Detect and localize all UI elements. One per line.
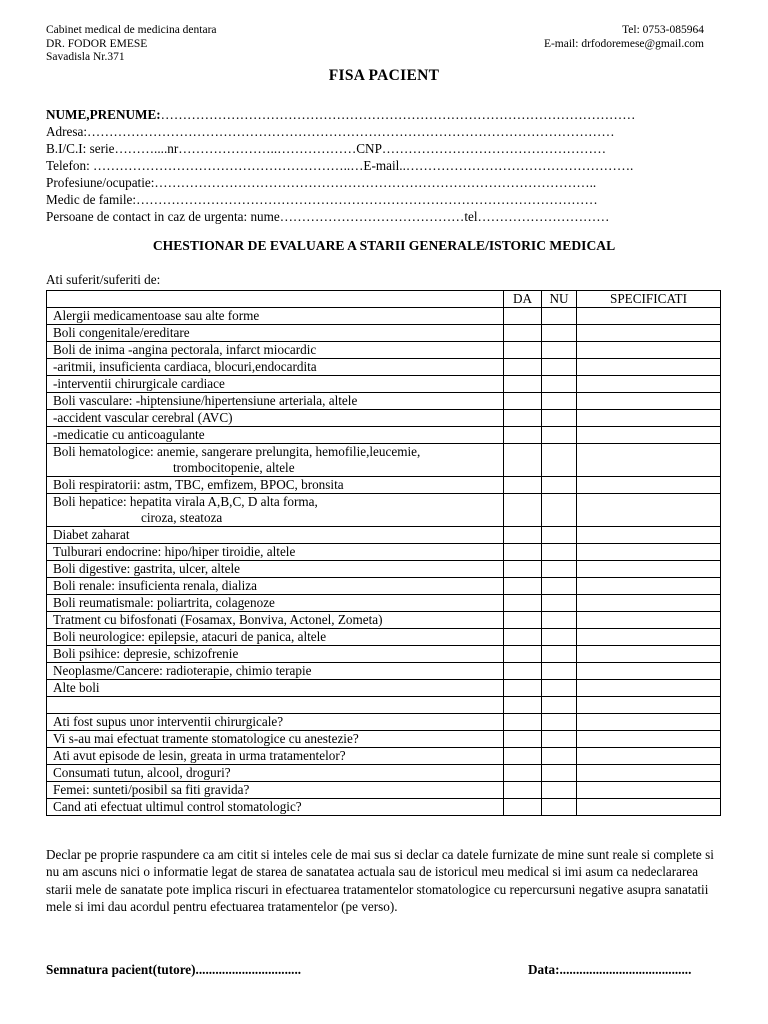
table-row — [47, 427, 721, 444]
question-text: Boli digestive: gastrita, ulcer, altele — [53, 561, 240, 576]
nu-checkbox-cell[interactable] — [542, 527, 577, 544]
da-checkbox-cell[interactable] — [504, 663, 542, 680]
question-cell — [47, 612, 504, 629]
specificati-cell[interactable] — [577, 444, 721, 477]
da-checkbox-cell[interactable] — [504, 342, 542, 359]
question-cell — [47, 714, 504, 731]
question-cell — [47, 427, 504, 444]
family-doctor-field[interactable]: Medic de famile:…………………………………………………………………………………………… — [46, 192, 598, 207]
clinic-email: E-mail: drfodoremese@gmail.com — [543, 37, 704, 50]
nu-checkbox-cell[interactable] — [542, 612, 577, 629]
question-cell — [47, 376, 504, 393]
da-checkbox-cell[interactable] — [504, 494, 542, 527]
id-field[interactable]: B.I/C.I: serie………....nr…………………..………………CNP…………………………………………… — [46, 141, 607, 156]
table-row — [47, 629, 721, 646]
nu-checkbox-cell[interactable] — [542, 765, 577, 782]
question-text — [53, 697, 503, 713]
table-row — [47, 765, 721, 782]
specificati-cell[interactable] — [577, 376, 721, 393]
question-text: -accident vascular cerebral (AVC) — [53, 410, 233, 425]
specificati-cell[interactable] — [577, 393, 721, 410]
specificati-cell[interactable] — [577, 697, 721, 714]
da-checkbox-cell[interactable] — [504, 799, 542, 816]
specificati-cell[interactable] — [577, 477, 721, 494]
contact-header — [544, 24, 704, 51]
clinic-address: Savadisla Nr.371 — [46, 51, 125, 63]
da-checkbox-cell[interactable] — [504, 782, 542, 799]
question-text: Vi s-au mai efectuat tramente stomatologice cu anestezie? — [53, 731, 359, 746]
clinic-header — [46, 24, 217, 65]
name-dots: ……………………………………………………………………………………………… — [160, 107, 636, 122]
doctor-name: DR. FODOR EMESE — [46, 37, 148, 50]
specificati-cell[interactable] — [577, 342, 721, 359]
nu-checkbox-cell[interactable] — [542, 410, 577, 427]
specificati-cell[interactable] — [577, 595, 721, 612]
table-row — [47, 308, 721, 325]
table-row — [47, 561, 721, 578]
nu-checkbox-cell[interactable] — [542, 799, 577, 816]
question-text: Ati fost supus unor interventii chirurgicale? — [53, 714, 284, 729]
patient-signature[interactable]: Semnatura pacient(tutore)................................ — [46, 962, 302, 977]
specificati-cell[interactable] — [577, 561, 721, 578]
nu-checkbox-cell[interactable] — [542, 697, 577, 714]
nu-checkbox-cell[interactable] — [542, 731, 577, 748]
question-text: -interventii chirurgicale cardiace — [53, 376, 225, 391]
questionnaire-title: CHESTIONAR DE EVALUARE A STARII GENERALE/ISTORIC MEDICAL — [152, 238, 616, 253]
question-text: ciroza, steatoza — [141, 510, 223, 525]
da-checkbox-cell[interactable] — [504, 325, 542, 342]
question-text: Ati avut episode de lesin, greata in urma tratamentelor? — [53, 748, 346, 763]
specificati-cell[interactable] — [577, 578, 721, 595]
question-text: Diabet zaharat — [53, 527, 130, 542]
question-text: Boli de inima -angina pectorala, infarct miocardic — [53, 342, 317, 357]
specificati-cell[interactable] — [577, 494, 721, 527]
specificati-cell[interactable] — [577, 527, 721, 544]
table-row — [47, 494, 721, 527]
specificati-cell[interactable] — [577, 748, 721, 765]
question-cell — [47, 410, 504, 427]
nu-checkbox-cell[interactable] — [542, 308, 577, 325]
question-text: Cand ati efectuat ultimul control stomatologic? — [53, 799, 302, 814]
specificati-cell[interactable] — [577, 799, 721, 816]
table-row — [47, 697, 721, 714]
question-cell — [47, 527, 504, 544]
question-text: Boli vasculare: -hiptensiune/hipertensiune arteriala, altele — [53, 393, 358, 408]
table-row — [47, 325, 721, 342]
nu-checkbox-cell[interactable] — [542, 376, 577, 393]
table-row — [47, 410, 721, 427]
da-checkbox-cell[interactable] — [504, 410, 542, 427]
specificati-cell[interactable] — [577, 782, 721, 799]
da-checkbox-cell[interactable] — [504, 680, 542, 697]
question-text: Alte boli — [53, 680, 100, 695]
phone-field[interactable]: Telefon: …………………………………………………..…E-mail..……………………………………………. — [46, 158, 634, 173]
question-cell — [47, 477, 504, 494]
table-row — [47, 799, 721, 816]
question-text: Tulburari endocrine: hipo/hiper tiroidie, altele — [53, 544, 296, 559]
nu-checkbox-cell[interactable] — [542, 680, 577, 697]
medical-history-table — [46, 290, 721, 816]
question-cell — [47, 765, 504, 782]
nu-checkbox-cell[interactable] — [542, 393, 577, 410]
specificati-cell[interactable] — [577, 646, 721, 663]
question-text: Neoplasme/Cancere: radioterapie, chimio terapie — [53, 663, 312, 678]
table-row — [47, 359, 721, 376]
question-text: Boli reumatismale: poliartrita, colagenoze — [53, 595, 275, 610]
nu-checkbox-cell[interactable] — [542, 444, 577, 477]
table-row — [47, 612, 721, 629]
specificati-cell[interactable] — [577, 663, 721, 680]
da-checkbox-cell[interactable] — [504, 359, 542, 376]
nu-checkbox-cell[interactable] — [542, 748, 577, 765]
da-checkbox-cell[interactable] — [504, 595, 542, 612]
header-question-cell — [47, 291, 504, 308]
question-text: Tratment cu bifosfonati (Fosamax, Bonviva, Actonel, Zometa) — [53, 612, 383, 627]
clinic-name: Cabinet medical de medicina dentara — [46, 24, 217, 36]
address-field[interactable]: Adresa:………………………………………………………………………………………………………… — [46, 124, 615, 139]
nu-checkbox-cell[interactable] — [542, 359, 577, 376]
name-label: NUME,PRENUME: — [46, 107, 161, 122]
table-row — [47, 646, 721, 663]
da-checkbox-cell[interactable] — [504, 527, 542, 544]
question-text: trombocitopenie, altele — [173, 460, 295, 475]
da-checkbox-cell[interactable] — [504, 765, 542, 782]
table-row — [47, 376, 721, 393]
specificati-cell[interactable] — [577, 612, 721, 629]
specificati-cell[interactable] — [577, 714, 721, 731]
question-cell — [47, 748, 504, 765]
nu-checkbox-cell[interactable] — [542, 595, 577, 612]
question-cell — [47, 561, 504, 578]
nu-checkbox-cell[interactable] — [542, 646, 577, 663]
specificati-cell[interactable] — [577, 544, 721, 561]
question-text: Consumati tutun, alcool, droguri? — [53, 765, 231, 780]
question-cell — [47, 799, 504, 816]
nu-checkbox-cell[interactable] — [542, 578, 577, 595]
da-checkbox-cell[interactable] — [504, 308, 542, 325]
nu-checkbox-cell[interactable] — [542, 325, 577, 342]
table-row — [47, 663, 721, 680]
header-nu: NU — [542, 291, 577, 308]
question-text: Alergii medicamentoase sau alte forme — [53, 308, 260, 323]
table-row — [47, 714, 721, 731]
question-cell — [47, 731, 504, 748]
header-da: DA — [504, 291, 542, 308]
table-row — [47, 680, 721, 697]
table-row — [47, 477, 721, 494]
patient-fields — [46, 106, 710, 225]
da-checkbox-cell[interactable] — [504, 697, 542, 714]
question-text: Boli respiratorii: astm, TBC, emfizem, BPOC, bronsita — [53, 477, 344, 492]
question-text: -aritmii, insuficienta cardiaca, blocuri,endocardita — [53, 359, 317, 374]
da-checkbox-cell[interactable] — [504, 646, 542, 663]
nu-checkbox-cell[interactable] — [542, 544, 577, 561]
question-cell — [47, 393, 504, 410]
question-cell — [47, 325, 504, 342]
specificati-cell[interactable] — [577, 765, 721, 782]
table-row — [47, 444, 721, 477]
specificati-cell[interactable] — [577, 731, 721, 748]
nu-checkbox-cell[interactable] — [542, 427, 577, 444]
question-cell — [47, 494, 504, 527]
questionnaire-intro: Ati suferit/suferiti de: — [46, 272, 161, 287]
specificati-cell[interactable] — [577, 427, 721, 444]
profession-field[interactable]: Profesiune/ocupatie:……………………………………………………………………………………….. — [46, 175, 597, 190]
table-row — [47, 393, 721, 410]
question-cell — [47, 680, 504, 697]
da-checkbox-cell[interactable] — [504, 393, 542, 410]
form-title: FISA PACIENT — [328, 67, 440, 84]
question-cell — [47, 342, 504, 359]
nu-checkbox-cell[interactable] — [542, 477, 577, 494]
question-cell — [47, 782, 504, 799]
nu-checkbox-cell[interactable] — [542, 782, 577, 799]
table-row — [47, 595, 721, 612]
nu-checkbox-cell[interactable] — [542, 342, 577, 359]
header-specificati: SPECIFICATI — [577, 291, 721, 308]
da-checkbox-cell[interactable] — [504, 477, 542, 494]
question-cell — [47, 359, 504, 376]
name-field[interactable] — [46, 106, 710, 123]
da-checkbox-cell[interactable] — [504, 561, 542, 578]
specificati-cell[interactable] — [577, 359, 721, 376]
specificati-cell[interactable] — [577, 410, 721, 427]
question-cell — [47, 578, 504, 595]
declaration-text: Declar pe proprie raspundere ca am citit si inteles cele de mai sus si declar ca datele furnizate de mine sunt reale si complete si nu am ascuns nici o informatie legat de starea de sanatatea actuala sau de istoricul meu medical si imi asum ca nedeclararea starii mele de sanatate pote implica riscuri in efectuarea tratamentelor stomatologice cu repercursuni negative asupra sanatatii mele si imi dau acordul pentru efectuarea tratamentelor (pe verso). — [46, 847, 714, 915]
question-cell — [47, 595, 504, 612]
table-row — [47, 342, 721, 359]
table-row — [47, 782, 721, 799]
question-cell — [47, 544, 504, 561]
signature-date[interactable]: Data:........................................ — [528, 962, 692, 977]
da-checkbox-cell[interactable] — [504, 444, 542, 477]
question-text: Boli psihice: depresie, schizofrenie — [53, 646, 239, 661]
question-text: -medicatie cu anticoagulante — [53, 427, 205, 442]
da-checkbox-cell[interactable] — [504, 427, 542, 444]
nu-checkbox-cell[interactable] — [542, 561, 577, 578]
question-text: Boli hepatice: hepatita virala A,B,C, D alta forma, — [53, 494, 318, 509]
question-text: Boli neurologice: epilepsie, atacuri de panica, altele — [53, 629, 327, 644]
table-row — [47, 527, 721, 544]
question-cell — [47, 697, 504, 714]
da-checkbox-cell[interactable] — [504, 714, 542, 731]
table-row — [47, 731, 721, 748]
specificati-cell[interactable] — [577, 308, 721, 325]
specificati-cell[interactable] — [577, 680, 721, 697]
nu-checkbox-cell[interactable] — [542, 629, 577, 646]
table-row — [47, 748, 721, 765]
da-checkbox-cell[interactable] — [504, 578, 542, 595]
da-checkbox-cell[interactable] — [504, 544, 542, 561]
question-text: Boli renale: insuficienta renala, dializa — [53, 578, 257, 593]
nu-checkbox-cell[interactable] — [542, 714, 577, 731]
da-checkbox-cell[interactable] — [504, 731, 542, 748]
da-checkbox-cell[interactable] — [504, 376, 542, 393]
da-checkbox-cell[interactable] — [504, 612, 542, 629]
question-cell — [47, 444, 504, 477]
da-checkbox-cell[interactable] — [504, 629, 542, 646]
nu-checkbox-cell[interactable] — [542, 663, 577, 680]
question-cell — [47, 308, 504, 325]
table-row — [47, 544, 721, 561]
question-cell — [47, 663, 504, 680]
question-text: Femei: sunteti/posibil sa fiti gravida? — [53, 782, 250, 797]
table-header-row — [47, 291, 721, 308]
question-text: Boli hematologice: anemie, sangerare prelungita, hemofilie,leucemie, — [53, 444, 421, 459]
table-row — [47, 578, 721, 595]
emergency-contact-field[interactable]: Persoane de contact in caz de urgenta: nume……………………………………tel………………………… — [46, 209, 610, 224]
question-cell — [47, 646, 504, 663]
specificati-cell[interactable] — [577, 629, 721, 646]
question-cell — [47, 629, 504, 646]
clinic-phone: Tel: 0753-085964 — [622, 24, 704, 36]
da-checkbox-cell[interactable] — [504, 748, 542, 765]
nu-checkbox-cell[interactable] — [542, 494, 577, 527]
specificati-cell[interactable] — [577, 325, 721, 342]
question-text: Boli congenitale/ereditare — [53, 325, 190, 340]
